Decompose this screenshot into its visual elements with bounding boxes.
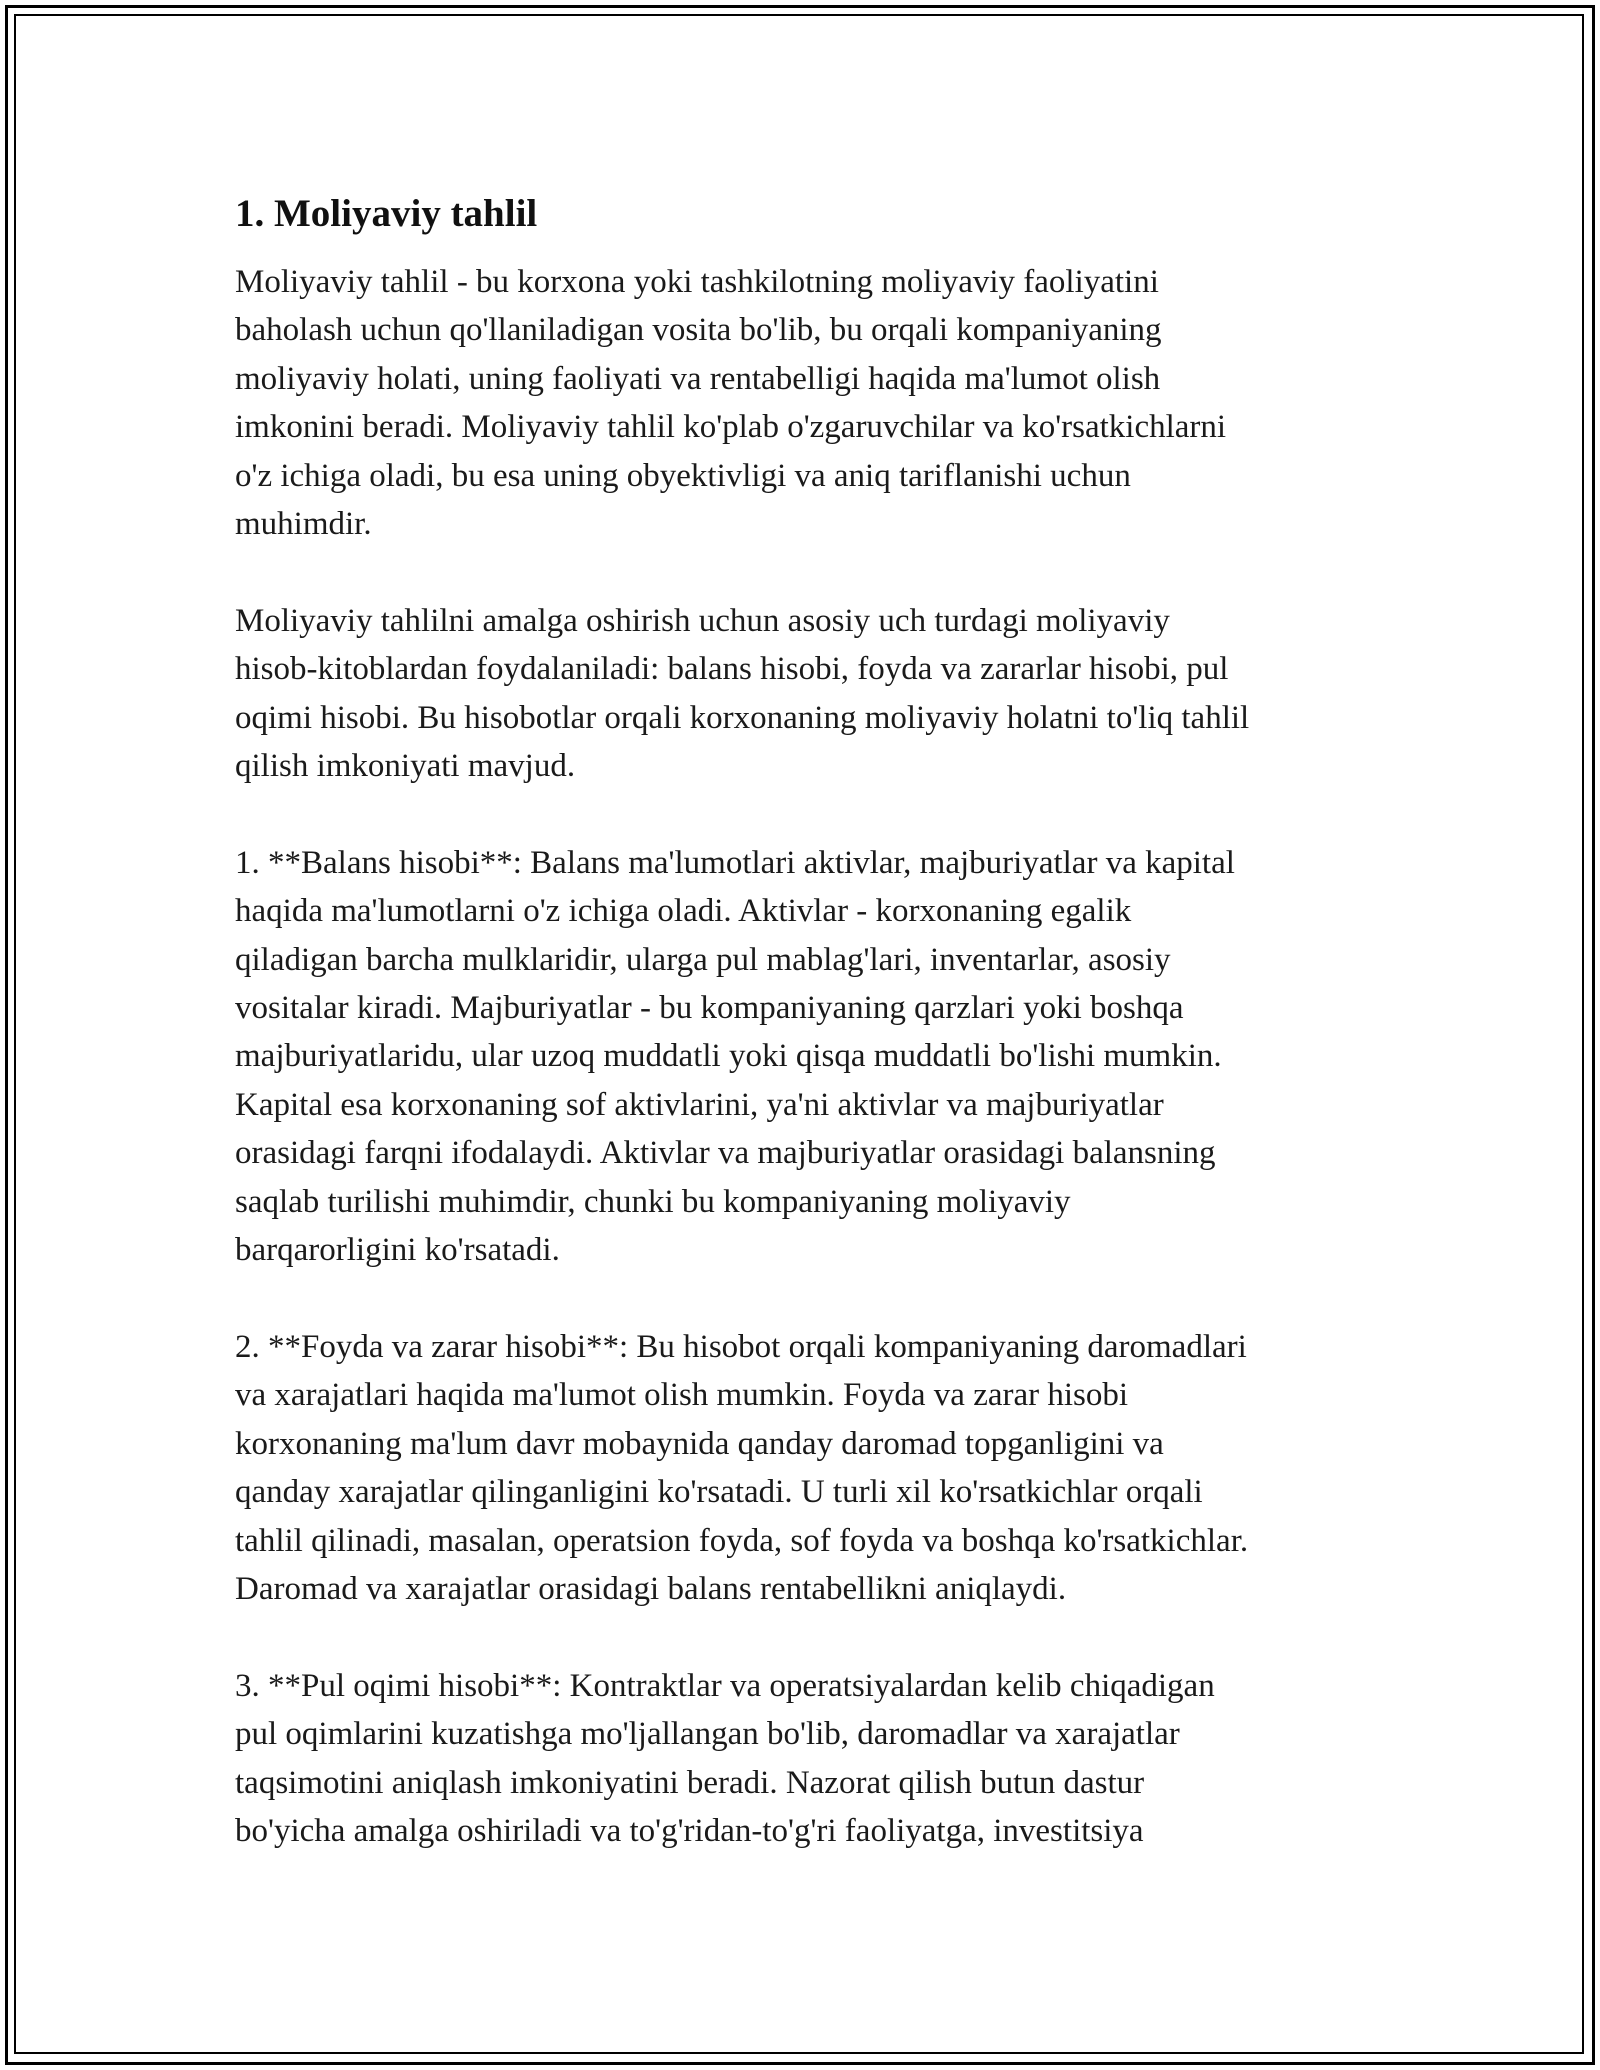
text-line: haqida ma'lumotlarni o'z ichiga oladi. Aktivlar - korxonaning egalik (235, 893, 1132, 930)
text-line: barqarorligini ko'rsatadi. (235, 1232, 560, 1269)
text-line: majburiyatlaridu, ular uzoq muddatli yoki qisqa muddatli bo'lishi mumkin. (235, 1038, 1222, 1075)
text-line: korxonaning ma'lum davr mobaynida qanday daromad topganligini va (235, 1425, 1164, 1462)
paragraph-income-statement (235, 1323, 1385, 1613)
paragraph-cash-flow (235, 1662, 1385, 1856)
text-line: Moliyaviy tahlil - bu korxona yoki tashkilotning moliyaviy faoliyatini (235, 264, 1159, 300)
text-line: saqlab turilishi muhimdir, chunki bu kompaniyaning moliyaviy (235, 1183, 1071, 1220)
text-line: o'z ichiga oladi, bu esa uning obyektivligi va aniq tariflanishi uchun (235, 457, 1131, 494)
paragraph-overview (235, 597, 1385, 791)
text-line: qilish imkoniyati mavjud. (235, 748, 576, 785)
text-line: qiladigan barcha mulklaridir, ularga pul mablag'lari, inventarlar, asosiy (235, 941, 1171, 978)
text-line: vositalar kiradi. Majburiyatlar - bu kompaniyaning qarzlari yoki boshqa (235, 990, 1184, 1027)
text-line: muhimdir. (235, 506, 372, 543)
text-line: taqsimotini aniqlash imkoniyatini beradi. Nazorat qilish butun dastur (235, 1764, 1145, 1801)
text-line: 2. **Foyda va zarar hisobi**: Bu hisobot orqali kompaniyaning daromadlari (235, 1328, 1247, 1365)
text-line: orasidagi farqni ifodalaydi. Aktivlar va majburiyatlar orasidagi balansning (235, 1135, 1216, 1172)
text-line: tahlil qilinadi, masalan, operatsion foyda, sof foyda va boshqa ko'rsatkichlar. (235, 1522, 1249, 1559)
text-line: 1. **Balans hisobi**: Balans ma'lumotlari aktivlar, majburiyatlar va kapital (235, 844, 1235, 881)
paragraph-intro (235, 258, 1385, 548)
text-line: pul oqimlarini kuzatishga mo'ljallangan bo'lib, daromadlar va xarajatlar (235, 1716, 1180, 1753)
text-line: va xarajatlari haqida ma'lumot olish mumkin. Foyda va zarar hisobi (235, 1377, 1129, 1414)
text-line: bo'yicha amalga oshiriladi va to'g'ridan-to'g'ri faoliyatga, investitsiya (235, 1812, 1144, 1849)
document-body (235, 186, 1385, 1904)
text-line: 3. **Pul oqimi hisobi**: Kontraktlar va operatsiyalardan kelib chiqadigan (235, 1667, 1215, 1704)
text-line: Daromad va xarajatlar orasidagi balans rentabellikni aniqlaydi. (235, 1570, 1067, 1607)
text-line: Kapital esa korxonaning sof aktivlarini, ya'ni aktivlar va majburiyatlar (235, 1086, 1164, 1123)
section-heading: 1. Moliyaviy tahlil (235, 192, 538, 235)
text-line: moliyaviy holati, uning faoliyati va rentabelligi haqida ma'lumot olish (235, 360, 1161, 397)
text-line: qanday xarajatlar qilinganligini ko'rsatadi. U turli xil ko'rsatkichlar orqali (235, 1474, 1203, 1511)
text-line: Moliyaviy tahlilni amalga oshirish uchun asosiy uch turdagi moliyaviy (235, 602, 1170, 639)
text-line: hisob-kitoblardan foydalaniladi: balans hisobi, foyda va zararlar hisobi, pul (235, 651, 1229, 688)
paragraph-balance-sheet (235, 839, 1385, 1275)
text-line: baholash uchun qo'llaniladigan vosita bo'lib, bu orqali kompaniyaning (235, 312, 1162, 349)
text-line: oqimi hisobi. Bu hisobotlar orqali korxonaning moliyaviy holatni to'liq tahlil (235, 699, 1250, 736)
text-line: imkonini beradi. Moliyaviy tahlil ko'plab o'zgaruvchilar va ko'rsatkichlarni (235, 409, 1227, 446)
